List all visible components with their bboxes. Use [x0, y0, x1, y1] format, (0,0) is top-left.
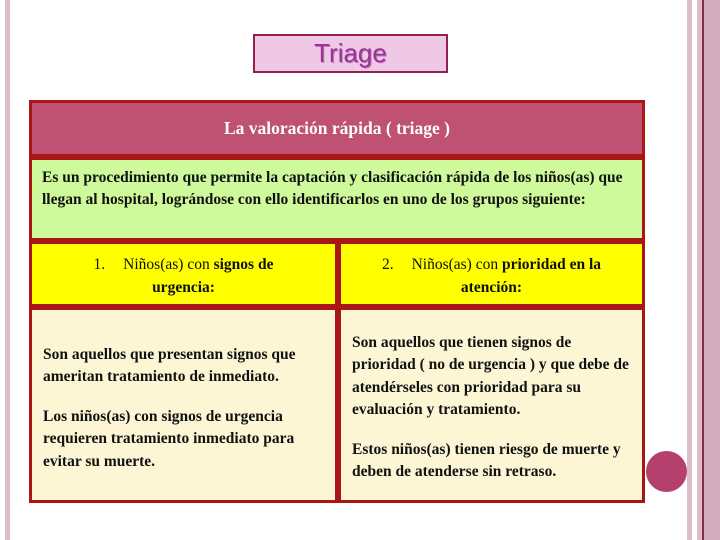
group2-label-bold: prioridad en la atención: [460, 256, 602, 297]
right-border-stripe-outer [687, 0, 692, 540]
group2-paragraph-1: Son aquellos que tienen signos de prioridad ( no de urgencia ) y que debe de atendérseles con prioridad para su evaluación y tratamiento. [352, 334, 629, 419]
group2-label: Niños(as) con [411, 256, 502, 273]
content-table [29, 100, 645, 503]
intro-text: Es un procedimiento que permite la captación y clasificación rápida de los niños(as) que llegan al hospital, lográndose con ello identificarlos en uno de los grupos siguiente: [42, 169, 623, 208]
slide-title-box [253, 34, 448, 73]
group1-label: Niños(as) con [123, 256, 214, 273]
group-body-row [29, 307, 645, 503]
group2-header-cell [338, 241, 645, 307]
header-bar [29, 100, 645, 157]
group2-number: 2. [381, 256, 394, 273]
group1-paragraph-1: Son aquellos que presentan signos que ameritan tratamiento de inmediato. [43, 346, 296, 386]
group1-number: 1. [93, 256, 106, 273]
group2-paragraph-2: Estos niños(as) tienen riesgo de muerte y deben de atenderse sin retraso. [352, 440, 621, 481]
right-border-band [704, 0, 720, 540]
group1-body-cell [29, 307, 338, 503]
decorative-circle [646, 451, 687, 492]
group1-header-cell [29, 241, 338, 307]
group1-label-bold: signos de urgencia: [152, 256, 274, 297]
group2-body-cell [338, 307, 645, 503]
intro-box [29, 157, 645, 241]
group-header-row [29, 241, 645, 307]
slide-title: Triage [314, 38, 387, 68]
group1-paragraph-2: Los niños(as) con signos de urgencia requieren tratamiento inmediato para evitar su muerte. [43, 407, 295, 470]
left-border-stripe [5, 0, 10, 540]
header-title: La valoración rápida ( triage ) [223, 118, 450, 138]
